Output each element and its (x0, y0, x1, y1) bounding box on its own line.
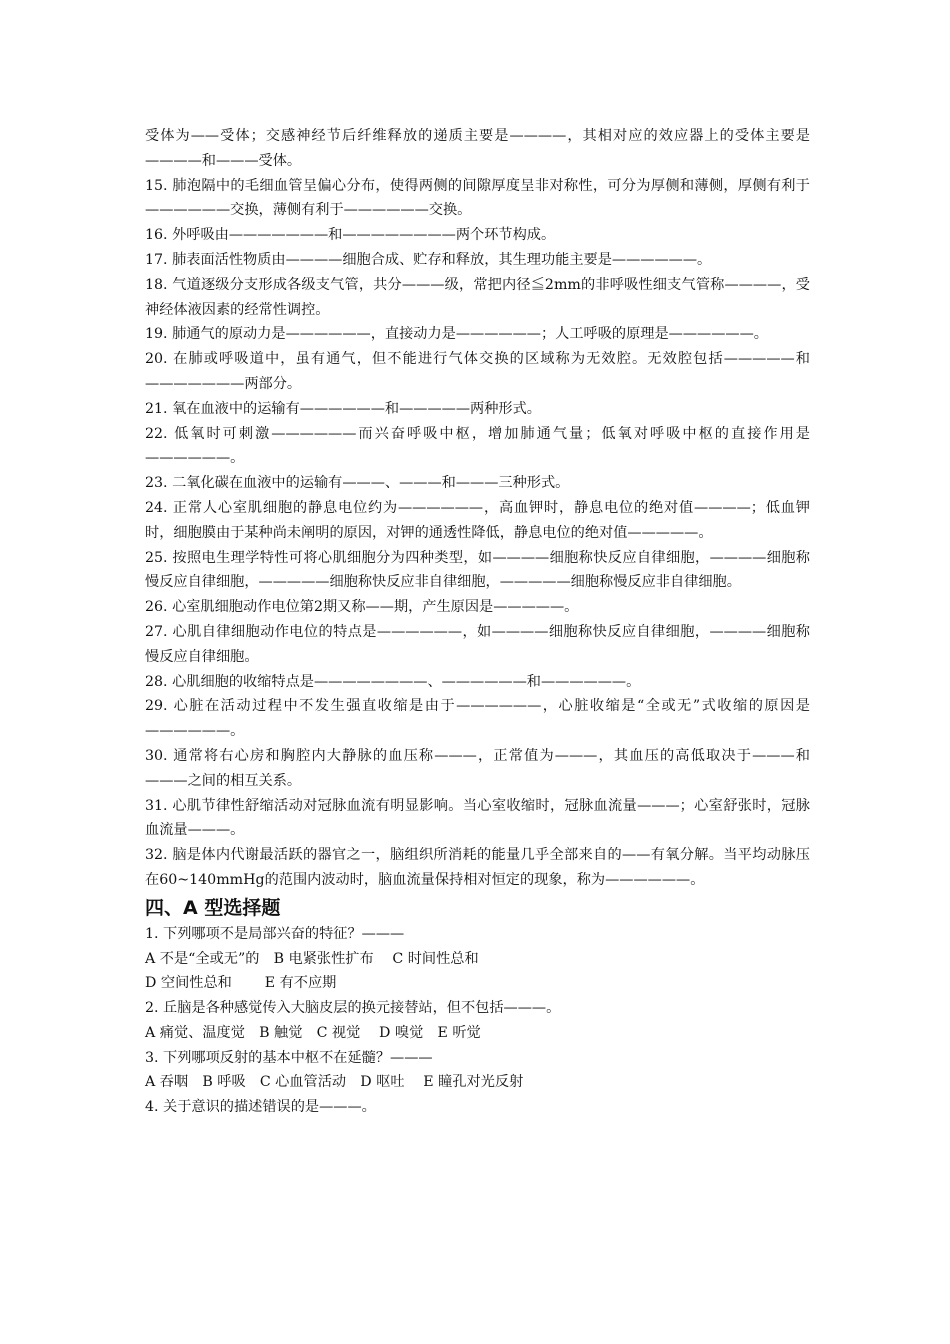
document-page (145, 124, 810, 1120)
question-4: 4. 关于意识的描述错误的是———。 (145, 1099, 376, 1116)
fill-in-item-22: 22. 低氧时可刺激——————而兴奋呼吸中枢，增加肺通气量；低氧对呼吸中枢的直接作用是——————。 (145, 425, 810, 467)
fill-in-item-15: 15. 肺泡隔中的毛细血管呈偏心分布，使得两侧的间隙厚度呈非对称性，可分为厚侧和薄侧，厚侧有利于——————交换，薄侧有利于——————交换。 (145, 177, 810, 219)
section-heading: 四、A 型选择题 (145, 896, 281, 919)
fill-in-item-14-continued: 受体为——受体；交感神经节后纤维释放的递质主要是————，其相对应的效应器上的受体主要是————和———受体。 (145, 128, 810, 169)
question-2-options: A 痛觉、温度觉 B 触觉 C 视觉 D 嗅觉 E 听觉 (145, 1024, 481, 1041)
fill-in-item-23: 23. 二氧化碳在血液中的运输有———、———和———三种形式。 (145, 475, 570, 492)
fill-in-item-16: 16. 外呼吸由———————和————————两个环节构成。 (145, 227, 556, 244)
fill-in-item-31: 31. 心肌节律性舒缩活动对冠脉血流有明显影响。当心室收缩时，冠脉血流量———；心室舒张时，冠脉血流量———。 (145, 797, 810, 839)
question-3: 3. 下列哪项反射的基本中枢不在延髓？——— (145, 1049, 433, 1066)
fill-in-item-19: 19. 肺通气的原动力是——————，直接动力是——————；人工呼吸的原理是——————。 (145, 326, 768, 343)
question-2: 2. 丘脑是各种感觉传入大脑皮层的换元接替站，但不包括———。 (145, 1000, 561, 1017)
fill-in-item-26: 26. 心室肌细胞动作电位第2期又称——期，产生原因是—————。 (145, 599, 579, 616)
question-3-options: A 吞咽 B 呼吸 C 心血管活动 D 呕吐 E 瞳孔对光反射 (145, 1074, 524, 1091)
fill-in-item-32: 32. 脑是体内代谢最活跃的器官之一，脑组织所消耗的能量几乎全部来自的——有氧分解。当平均动脉压在60~140mmHg的范围内波动时，脑血流量保持相对恒定的现象，称为——————。 (145, 847, 810, 888)
fill-in-item-20: 20. 在肺或呼吸道中，虽有通气，但不能进行气体交换的区域称为无效腔。无效腔包括—————和———————两部分。 (145, 351, 810, 392)
fill-in-item-30: 30. 通常将右心房和胸腔内大静脉的血压称———，正常值为———，其血压的高低取决于———和———之间的相互关系。 (145, 747, 810, 789)
fill-in-item-28: 28. 心肌细胞的收缩特点是————————、——————和——————。 (145, 673, 641, 690)
question-1-options-d-e: D 空间性总和 E 有不应期 (145, 975, 337, 992)
fill-in-item-17: 17. 肺表面活性物质由————细胞合成、贮存和释放，其生理功能主要是——————。 (145, 251, 712, 268)
fill-in-item-21: 21. 氧在血液中的运输有——————和—————两种形式。 (145, 400, 541, 417)
fill-in-item-25: 25. 按照电生理学特性可将心肌细胞分为四种类型，如————细胞称快反应自律细胞，————细胞称慢反应自律细胞，—————细胞称快反应非自律细胞，—————细胞称慢反应非自律细胞。 (145, 549, 810, 591)
fill-in-item-18: 18. 气道逐级分支形成各级支气管，共分———级，常把内径≦2mm的非呼吸性细支气管称————，受神经体液因素的经常性调控。 (145, 276, 810, 318)
question-1: 1. 下列哪项不是局部兴奋的特征？——— (145, 925, 405, 942)
fill-in-item-29: 29. 心脏在活动过程中不发生强直收缩是由于——————，心脏收缩是“全或无”式收缩的原因是——————。 (145, 698, 810, 740)
fill-in-item-24: 24. 正常人心室肌细胞的静息电位约为——————，高血钾时，静息电位的绝对值————；低血钾时，细胞膜由于某种尚未阐明的原因，对钾的通透性降低，静息电位的绝对值—————。 (145, 499, 810, 541)
question-1-options-a-c: A 不是“全或无”的 B 电紧张性扩布 C 时间性总和 (145, 950, 479, 967)
fill-in-item-27: 27. 心肌自律细胞动作电位的特点是——————，如————细胞称快反应自律细胞，————细胞称慢反应自律细胞。 (145, 623, 810, 665)
